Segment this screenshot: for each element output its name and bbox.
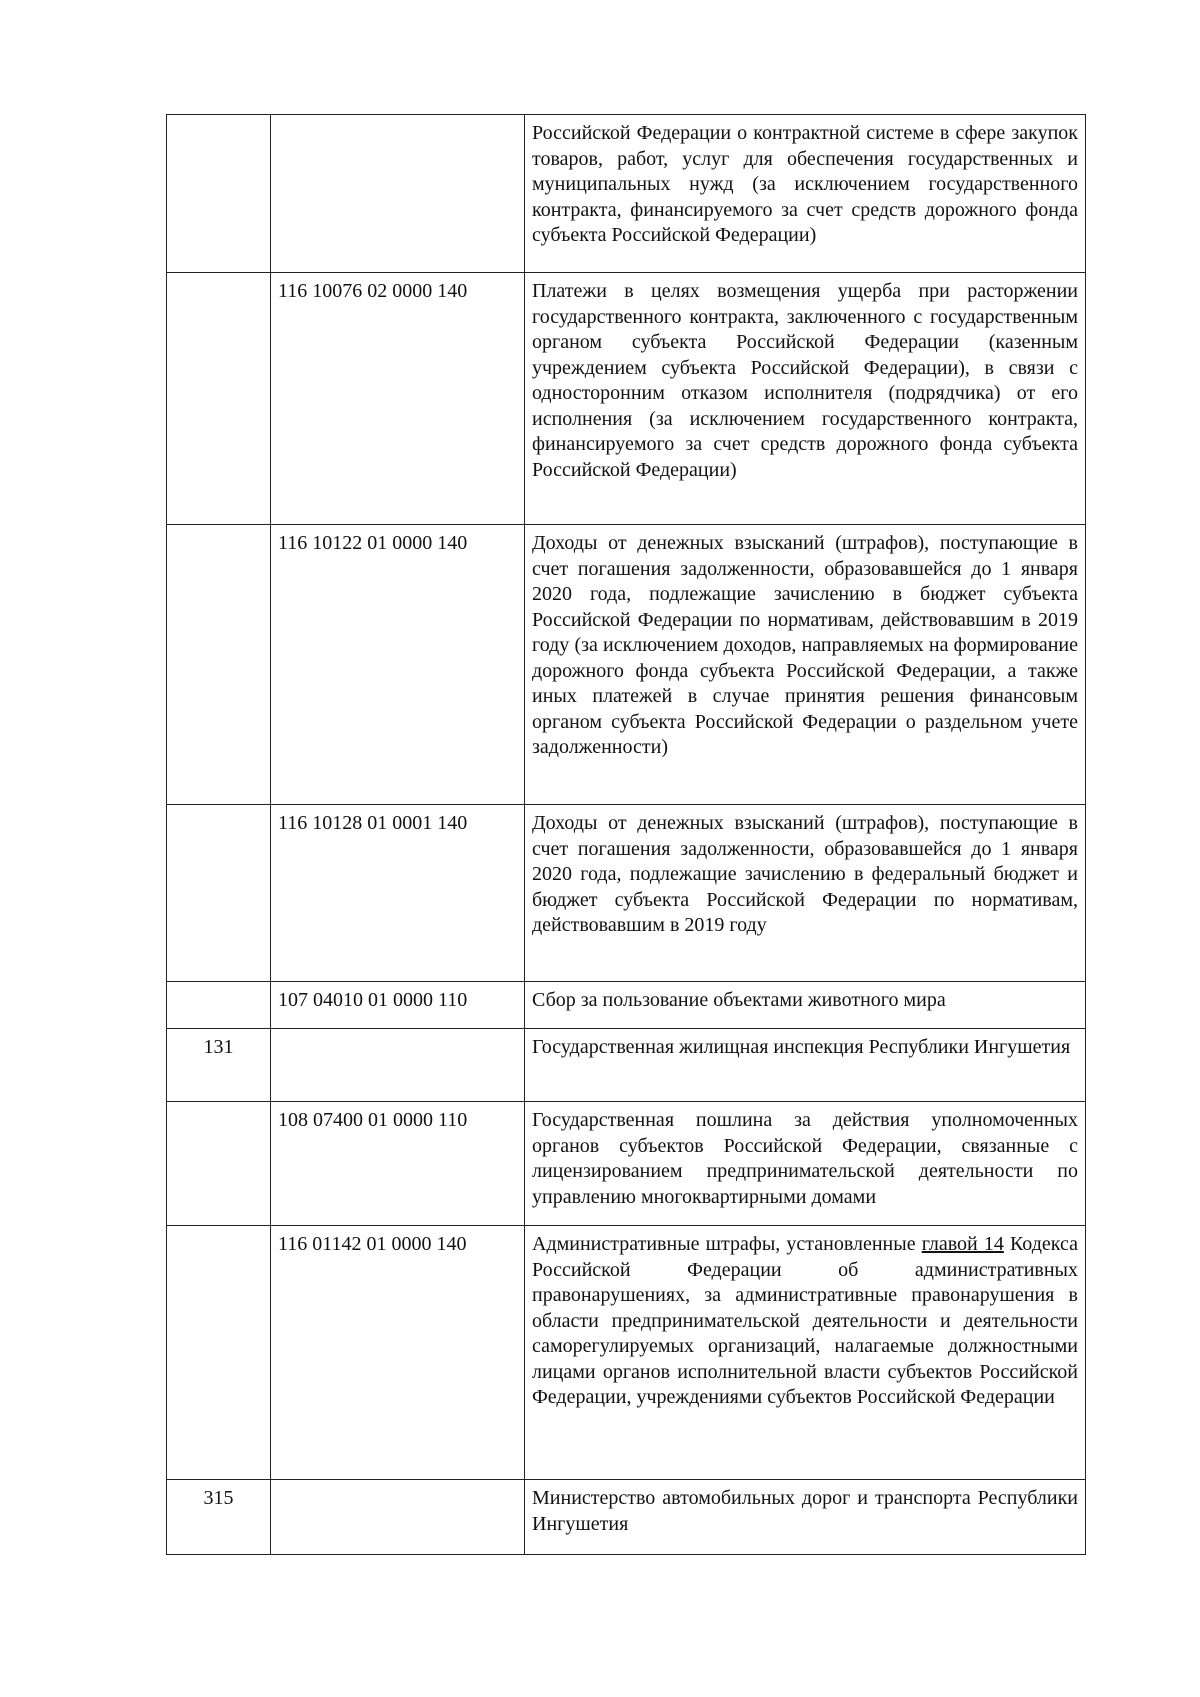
revenue-code-cell bbox=[271, 1029, 525, 1102]
description-text: Кодекса Российской Федерации об административных правонарушениях, за административные правонарушения в области предпринимательской деятельности и деятельности саморегулируемых организаций, налагаемые должностными лицами органов исполнительной власти субъектов Российской Федерации, учреждениями субъектов Российской Федерации bbox=[532, 1233, 1078, 1408]
table-row bbox=[167, 982, 1086, 1029]
revenue-code-cell: 116 10128 01 0001 140 bbox=[271, 805, 525, 982]
revenue-code-cell: 107 04010 01 0000 110 bbox=[271, 982, 525, 1029]
revenue-code-cell: 116 10122 01 0000 140 bbox=[271, 525, 525, 805]
description-cell: Сбор за пользование объектами животного мира bbox=[525, 982, 1086, 1029]
table-row bbox=[167, 1029, 1086, 1102]
code-chapter-link[interactable]: главой 14 bbox=[921, 1233, 1004, 1255]
description-cell: Государственная жилищная инспекция Республики Ингушетия bbox=[525, 1029, 1086, 1102]
description-cell: Платежи в целях возмещения ущерба при расторжении государственного контракта, заключенного с государственным органом субъекта Российской Федерации (казенным учреждением субъекта Российской Федерации), в связи с односторонним отказом исполнителя (подрядчика) от его исполнения (за исключением государственного контракта, финансируемого за счет средств дорожного фонда субъекта Российской Федерации) bbox=[525, 273, 1086, 525]
description-text: Административные штрафы, установленные bbox=[532, 1233, 922, 1255]
description-cell: Государственная пошлина за действия уполномоченных органов субъектов Российской Федерации, связанные с лицензированием предпринимательской деятельности по управлению многоквартирными домами bbox=[525, 1102, 1086, 1226]
table-row bbox=[167, 1480, 1086, 1555]
admin-code-cell: 131 bbox=[167, 1029, 271, 1102]
admin-code-cell bbox=[167, 805, 271, 982]
admin-code-cell: 315 bbox=[167, 1480, 271, 1555]
revenue-codes-table bbox=[166, 114, 1086, 1555]
description-cell: Российской Федерации о контрактной системе в сфере закупок товаров, работ, услуг для обеспечения государственных и муниципальных нужд (за исключением государственного контракта, финансируемого за счет средств дорожного фонда субъекта Российской Федерации) bbox=[525, 115, 1086, 273]
admin-code-cell bbox=[167, 1102, 271, 1226]
revenue-code-cell: 116 01142 01 0000 140 bbox=[271, 1226, 525, 1480]
admin-code-cell bbox=[167, 525, 271, 805]
revenue-code-cell bbox=[271, 1480, 525, 1555]
admin-code-cell bbox=[167, 273, 271, 525]
admin-code-cell bbox=[167, 982, 271, 1029]
description-cell: Доходы от денежных взысканий (штрафов), поступающие в счет погашения задолженности, образовавшейся до 1 января 2020 года, подлежащие зачислению в бюджет субъекта Российской Федерации по нормативам, действовавшим в 2019 году (за исключением доходов, направляемых на формирование дорожного фонда субъекта Российской Федерации, а также иных платежей в случае принятия решения финансовым органом субъекта Российской Федерации о раздельном учете задолженности) bbox=[525, 525, 1086, 805]
description-cell bbox=[525, 1226, 1086, 1480]
admin-code-cell bbox=[167, 115, 271, 273]
table-row bbox=[167, 273, 1086, 525]
revenue-code-cell: 108 07400 01 0000 110 bbox=[271, 1102, 525, 1226]
table-row bbox=[167, 805, 1086, 982]
table-row bbox=[167, 115, 1086, 273]
table-row bbox=[167, 1102, 1086, 1226]
description-cell: Министерство автомобильных дорог и транспорта Республики Ингушетия bbox=[525, 1480, 1086, 1555]
description-cell: Доходы от денежных взысканий (штрафов), поступающие в счет погашения задолженности, образовавшейся до 1 января 2020 года, подлежащие зачислению в федеральный бюджет и бюджет субъекта Российской Федерации по нормативам, действовавшим в 2019 году bbox=[525, 805, 1086, 982]
admin-code-cell bbox=[167, 1226, 271, 1480]
revenue-code-cell bbox=[271, 115, 525, 273]
revenue-code-cell: 116 10076 02 0000 140 bbox=[271, 273, 525, 525]
table-row bbox=[167, 1226, 1086, 1480]
table-row bbox=[167, 525, 1086, 805]
